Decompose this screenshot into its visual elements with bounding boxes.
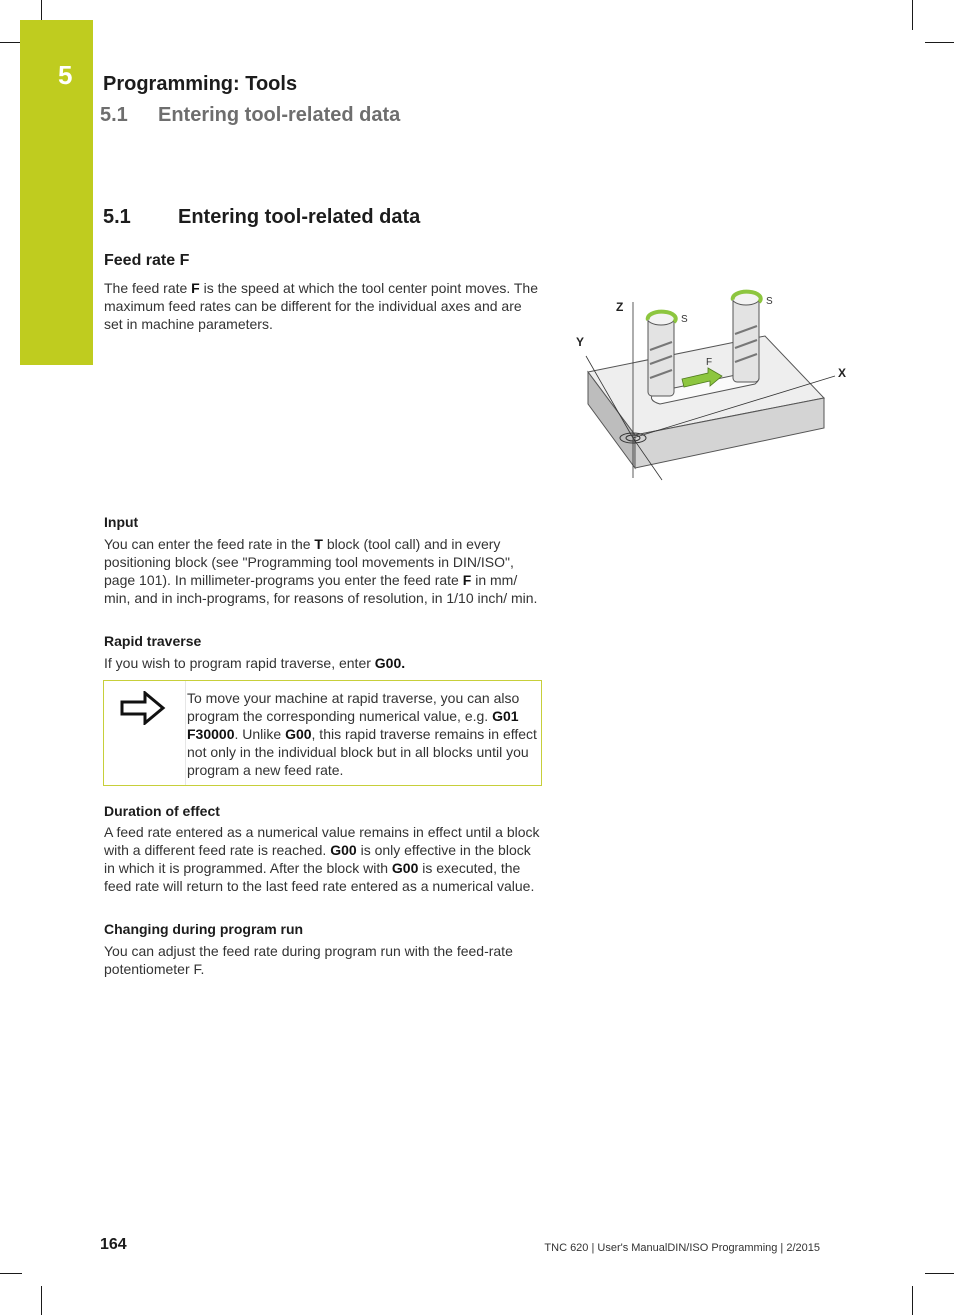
page-number: 164 (100, 1236, 127, 1253)
text-run: If you wish to program rapid traverse, enter (104, 655, 375, 671)
spindle-label-s: S (681, 314, 688, 325)
crop-mark (925, 42, 954, 43)
bold-run: T (314, 536, 323, 552)
crop-mark (41, 1286, 42, 1315)
text-run: , this rapid traverse remains in effect not only in the individual block but in all blocks until you program a new feed rate. (187, 726, 537, 778)
text-run: The feed rate (104, 280, 192, 296)
bold-run: G00. (374, 655, 406, 671)
text-run: is executed, the feed rate will return to the last feed rate entered as a numerical value. (104, 860, 535, 894)
running-section-number: 5.1 (100, 104, 128, 126)
note-box (103, 680, 542, 786)
bold-run: G00 (391, 860, 419, 876)
text-run: in mm/ min, and in inch-programs, for reasons of resolution, in 1/10 inch/ min. (104, 572, 538, 606)
section-number: 5.1 (103, 206, 131, 228)
note-divider (185, 681, 186, 785)
spindle-label-s: S (766, 296, 773, 307)
bold-run: G01 F30000 (187, 708, 519, 742)
milling-diagram (560, 280, 860, 485)
text-run: . Unlike (234, 726, 286, 742)
duration-paragraph (104, 823, 544, 895)
chapter-number: 5 (58, 60, 73, 90)
text-run: To move your machine at rapid traverse, you can also program the corresponding numerical value, e.g. (187, 690, 520, 724)
crop-mark (41, 0, 42, 20)
tool-shank (733, 296, 759, 382)
arrow-right-icon (120, 691, 166, 730)
rapid-traverse-heading: Rapid traverse (104, 633, 202, 649)
section-title: Entering tool-related data (178, 206, 421, 228)
bold-run: F (191, 280, 200, 296)
bold-run: G00 (285, 726, 312, 742)
running-section-title: Entering tool-related data (158, 104, 401, 126)
text-run: is only effective in the block in which it is programmed. After the block with (104, 842, 531, 876)
axis-label-y: Y (576, 335, 585, 349)
changing-paragraph: You can adjust the feed rate during program run with the feed-rate potentiometer F. (104, 943, 513, 977)
crop-mark (0, 42, 22, 43)
text-run: You can enter the feed rate in the (104, 536, 315, 552)
text-run: A feed rate entered as a numerical value remains in effect until a block with a different feed rate is reached. (104, 824, 540, 858)
feed-rate-paragraph (104, 279, 544, 333)
crop-mark (925, 1273, 954, 1274)
feed-label-f: F (706, 357, 713, 368)
chapter-tab (20, 20, 93, 365)
rapid-traverse-paragraph (104, 654, 544, 672)
text-run: is the speed at which the tool center point moves. The maximum feed rates can be different for the individual axes and are set in machine parameters. (104, 280, 539, 332)
bold-run: G00 (330, 842, 357, 858)
changing-heading: Changing during program run (104, 921, 304, 937)
crop-mark (912, 0, 913, 30)
input-heading: Input (104, 514, 139, 530)
text-run: block (tool call) and in every positioning block (see "Programming tool movements in DIN/ISO", page 101). In millimeter-programs you enter the feed rate (104, 536, 514, 588)
running-section-header (100, 104, 400, 127)
axis-label-z: Z (616, 300, 624, 314)
footer-text: TNC 620 | User's ManualDIN/ISO Programming | 2/2015 (544, 1242, 820, 1254)
axis-label-x: X (838, 366, 847, 380)
section-heading (103, 206, 420, 229)
feed-rate-figure (560, 280, 860, 490)
chapter-title: Programming: Tools (103, 73, 298, 95)
duration-heading: Duration of effect (104, 803, 220, 819)
crop-mark (0, 1273, 22, 1274)
note-text (187, 689, 537, 779)
feed-rate-heading: Feed rate F (104, 252, 190, 269)
crop-mark (912, 1286, 913, 1315)
input-paragraph (104, 535, 544, 607)
bold-run: F (462, 572, 472, 588)
